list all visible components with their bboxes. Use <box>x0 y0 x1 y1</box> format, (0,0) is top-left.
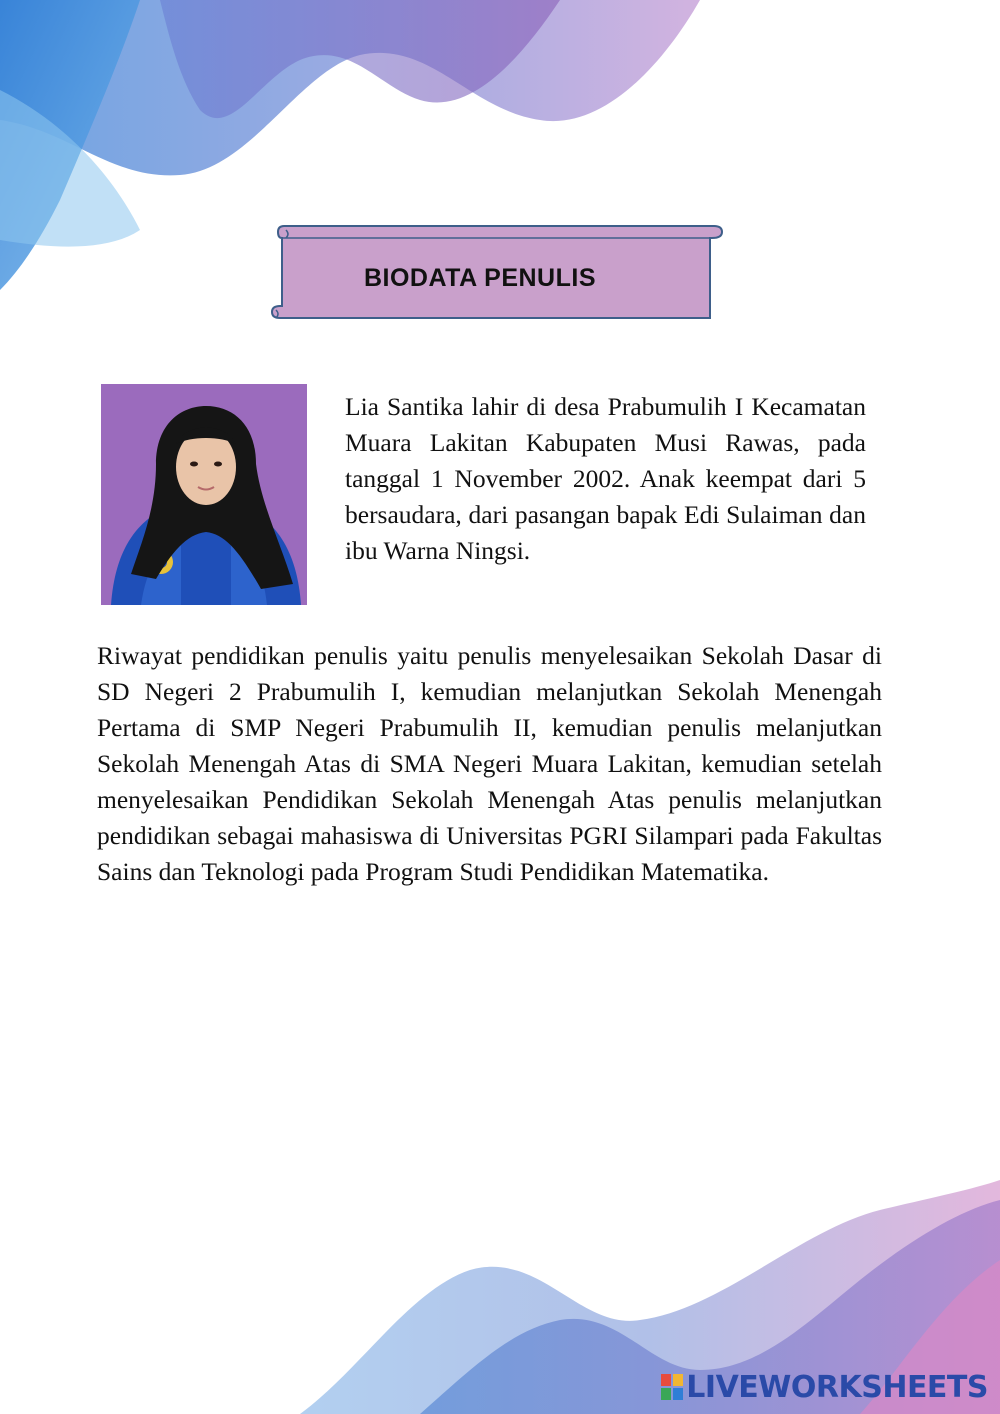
liveworksheets-watermark <box>660 1370 988 1404</box>
intro-paragraph: Lia Santika lahir di desa Prabumulih I Kecamatan Muara Lakitan Kabupaten Musi Rawas, pada tanggal 1 November 2002. Anak keempat dari 5 bersaudara, dari pasangan bapak Edi Sulaiman dan ibu Warna Ningsi. <box>345 392 866 565</box>
watermark-text: LIVEWORKSHEETS <box>686 1369 988 1405</box>
author-photo <box>101 384 307 605</box>
page-title: BIODATA PENULIS <box>363 264 597 292</box>
education-paragraph: Riwayat pendidikan penulis yaitu penulis menyelesaikan Sekolah Dasar di SD Negeri 2 Prabumulih I, kemudian melanjutkan Sekolah Menengah Pertama di SMP Negeri Prabumulih II, kemudian penulis melanjutkan Sekolah Menengah Atas di SMA Negeri Muara Lakitan, kemudian setelah menyelesaikan Pendidikan Sekolah Menengah Atas penulis melanjutkan pendidikan sebagai mahasiswa di Universitas PGRI Silampari pada Fakultas Sains dan Teknologi pada Program Studi Pendidikan Matematika. <box>97 641 882 886</box>
liveworksheets-logo-icon <box>660 1372 686 1402</box>
